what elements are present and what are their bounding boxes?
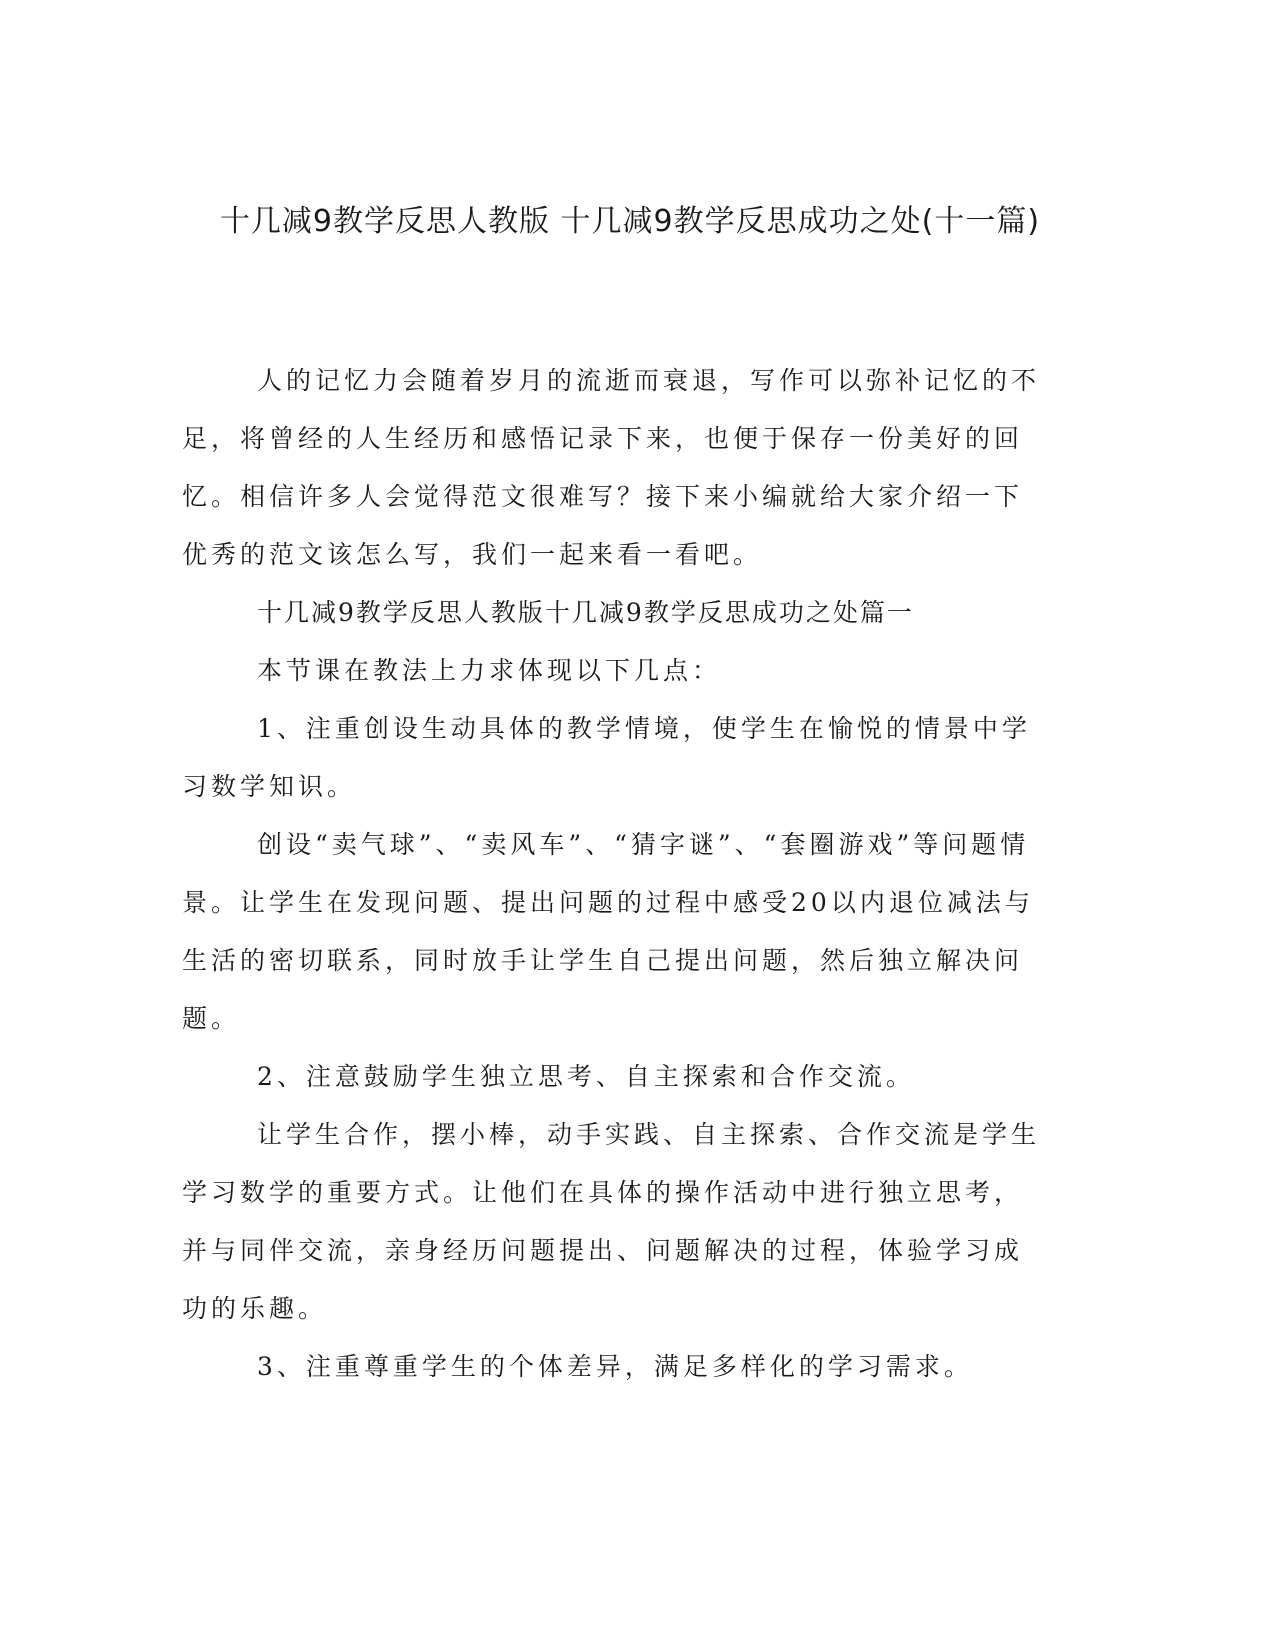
point-1-paragraph: 1、注重创设生动具体的教学情境，使学生在愉悦的情景中学习数学知识。 <box>182 714 1031 801</box>
document-body <box>182 352 1042 1396</box>
body-paragraph: 本节课在教法上力求体现以下几点： <box>257 656 722 685</box>
point-3-paragraph: 3、注重尊重学生的个体差异，满足多样化的学习需求。 <box>257 1352 973 1381</box>
body-paragraph: 让学生合作，摆小棒，动手实践、自主探索、合作交流是学生学习数学的重要方式。让他们在具体的操作活动中进行独立思考，并与同伴交流，亲身经历问题提出、问题解决的过程，体验学习成功的乐趣。 <box>182 1120 1041 1323</box>
body-paragraph: 创设“卖气球”、“卖风车”、“猜字谜”、“套圈游戏”等问题情景。让学生在发现问题、提出问题的过程中感受20以内退位减法与生活的密切联系，同时放手让学生自己提出问题，然后独立解决问题。 <box>182 830 1034 1033</box>
point-2-paragraph: 2、注意鼓励学生独立思考、自主探索和合作交流。 <box>257 1062 915 1091</box>
document-title: 十几减9教学反思人教版 十几减9教学反思成功之处(十一篇) <box>219 204 1041 239</box>
intro-paragraph: 人的记忆力会随着岁月的流逝而衰退，写作可以弥补记忆的不足，将曾经的人生经历和感悟记录下来，也便于保存一份美好的回忆。相信许多人会觉得范文很难写？接下来小编就给大家介绍一下优秀的范文该怎么写，我们一起来看一看吧。 <box>182 366 1041 569</box>
section-heading: 十几减9教学反思人教版十几减9教学反思成功之处篇一 <box>257 598 914 627</box>
